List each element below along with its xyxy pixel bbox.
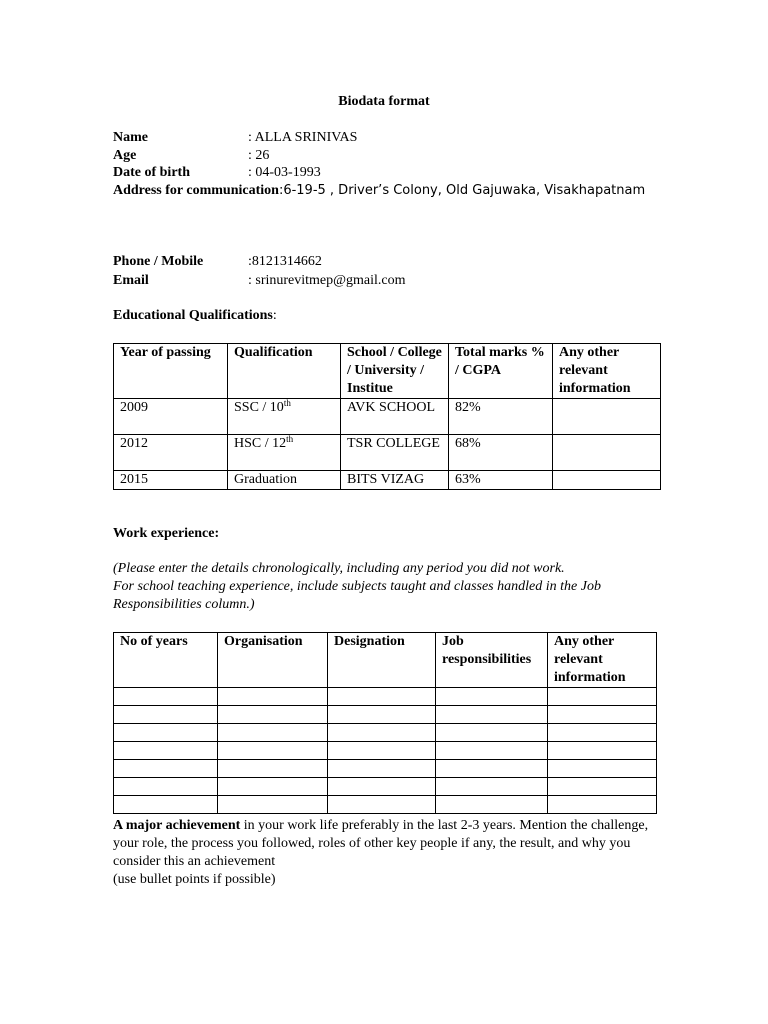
education-heading-text: Educational Qualifications	[113, 308, 273, 323]
work-cell	[218, 778, 328, 796]
work-cell	[548, 796, 657, 814]
address-row	[113, 182, 645, 200]
phone-row	[113, 253, 322, 271]
work-cell	[436, 688, 548, 706]
education-other-cell	[553, 399, 661, 435]
work-header-other: Any other relevant information	[548, 633, 657, 688]
education-year-cell: 2015	[114, 471, 228, 490]
name-value: : ALLA SRINIVAS	[248, 130, 358, 145]
achievement-bold: A major achievement	[113, 818, 241, 833]
education-year-cell: 2012	[114, 435, 228, 471]
work-note-line2: For school teaching experience, include subjects taught and classes handled in the Job Responsibilities column.)	[113, 579, 601, 612]
education-other-cell	[553, 471, 661, 490]
table-row	[114, 778, 657, 796]
table-row	[114, 471, 661, 490]
work-cell	[328, 778, 436, 796]
address-value: :6-19-5 , Driver’s Colony, Old Gajuwaka, Visakhapatnam	[278, 183, 646, 198]
qualification-text: SSC / 10	[234, 400, 284, 415]
work-header-responsibilities: Job responsibilities	[436, 633, 548, 688]
table-row	[114, 760, 657, 778]
work-cell	[114, 706, 218, 724]
work-header-years: No of years	[114, 633, 218, 688]
name-row	[113, 129, 358, 147]
qualification-superscript: th	[283, 398, 291, 408]
education-header-school: School / College / University / Institue	[341, 344, 449, 399]
qualification-text: Graduation	[234, 472, 297, 487]
work-cell	[114, 778, 218, 796]
age-value: : 26	[248, 148, 270, 163]
education-header-other: Any other relevant information	[553, 344, 661, 399]
achievement-text: in your work life preferably in the last 2-3 years. Mention the challenge, your role, the process you followed, roles of other key people if any, the result, and why you consider this an achievement	[113, 818, 649, 869]
education-school-cell: AVK SCHOOL	[341, 399, 449, 435]
work-cell	[436, 760, 548, 778]
age-row	[113, 147, 270, 165]
education-qualification-cell	[228, 471, 341, 490]
education-header-qualification: Qualification	[228, 344, 341, 399]
work-cell	[114, 796, 218, 814]
work-cell	[436, 778, 548, 796]
work-cell	[218, 796, 328, 814]
work-cell	[436, 742, 548, 760]
work-cell	[218, 706, 328, 724]
achievement-paragraph	[113, 817, 661, 871]
work-cell	[114, 724, 218, 742]
education-marks-cell: 68%	[449, 435, 553, 471]
table-row	[114, 435, 661, 471]
email-label: Email	[113, 273, 149, 288]
work-cell	[548, 706, 657, 724]
work-note-line1: (Please enter the details chronologically, including any period you did not work.	[113, 561, 565, 576]
education-qualification-cell	[228, 435, 341, 471]
work-heading: Work experience:	[113, 526, 220, 541]
work-cell	[218, 724, 328, 742]
email-value: : srinurevitmep@gmail.com	[248, 273, 406, 288]
bullet-note: (use bullet points if possible)	[113, 872, 276, 887]
education-marks-cell: 63%	[449, 471, 553, 490]
education-other-cell	[553, 435, 661, 471]
work-header-designation: Designation	[328, 633, 436, 688]
phone-label: Phone / Mobile	[113, 254, 204, 269]
work-table	[113, 632, 657, 814]
email-row	[113, 272, 406, 290]
work-header-organisation: Organisation	[218, 633, 328, 688]
education-header-marks: Total marks % / CGPA	[449, 344, 553, 399]
education-school-cell: TSR COLLEGE	[341, 435, 449, 471]
table-row	[114, 796, 657, 814]
name-label: Name	[113, 130, 148, 145]
work-cell	[436, 724, 548, 742]
education-header-year: Year of passing	[114, 344, 228, 399]
table-row	[114, 399, 661, 435]
education-heading	[113, 307, 277, 325]
work-cell	[548, 742, 657, 760]
work-cell	[218, 688, 328, 706]
table-row	[114, 706, 657, 724]
work-cell	[548, 688, 657, 706]
education-qualification-cell	[228, 399, 341, 435]
qualification-text: HSC / 12	[234, 436, 287, 451]
age-label: Age	[113, 148, 137, 163]
work-note	[113, 560, 673, 614]
education-marks-cell: 82%	[449, 399, 553, 435]
dob-label: Date of birth	[113, 165, 190, 180]
work-cell	[328, 742, 436, 760]
table-row	[114, 724, 657, 742]
work-cell	[548, 778, 657, 796]
work-cell	[548, 760, 657, 778]
work-cell	[114, 760, 218, 778]
document-title: Biodata format	[338, 94, 430, 109]
education-table	[113, 343, 661, 490]
dob-value: : 04-03-1993	[248, 165, 321, 180]
work-cell	[436, 796, 548, 814]
education-year-cell: 2009	[114, 399, 228, 435]
work-cell	[218, 760, 328, 778]
work-header-row	[114, 633, 657, 688]
dob-row	[113, 164, 321, 182]
education-header-row	[114, 344, 661, 399]
work-cell	[328, 706, 436, 724]
work-cell	[328, 724, 436, 742]
work-cell	[548, 724, 657, 742]
work-cell	[436, 706, 548, 724]
work-cell	[114, 688, 218, 706]
work-cell	[328, 796, 436, 814]
qualification-superscript: th	[286, 434, 294, 444]
phone-value: :8121314662	[248, 254, 322, 269]
table-row	[114, 742, 657, 760]
education-school-cell: BITS VIZAG	[341, 471, 449, 490]
work-cell	[218, 742, 328, 760]
table-row	[114, 688, 657, 706]
address-label: Address for communication	[113, 183, 279, 198]
education-heading-colon: :	[272, 308, 277, 323]
work-cell	[328, 760, 436, 778]
work-cell	[328, 688, 436, 706]
work-cell	[114, 742, 218, 760]
